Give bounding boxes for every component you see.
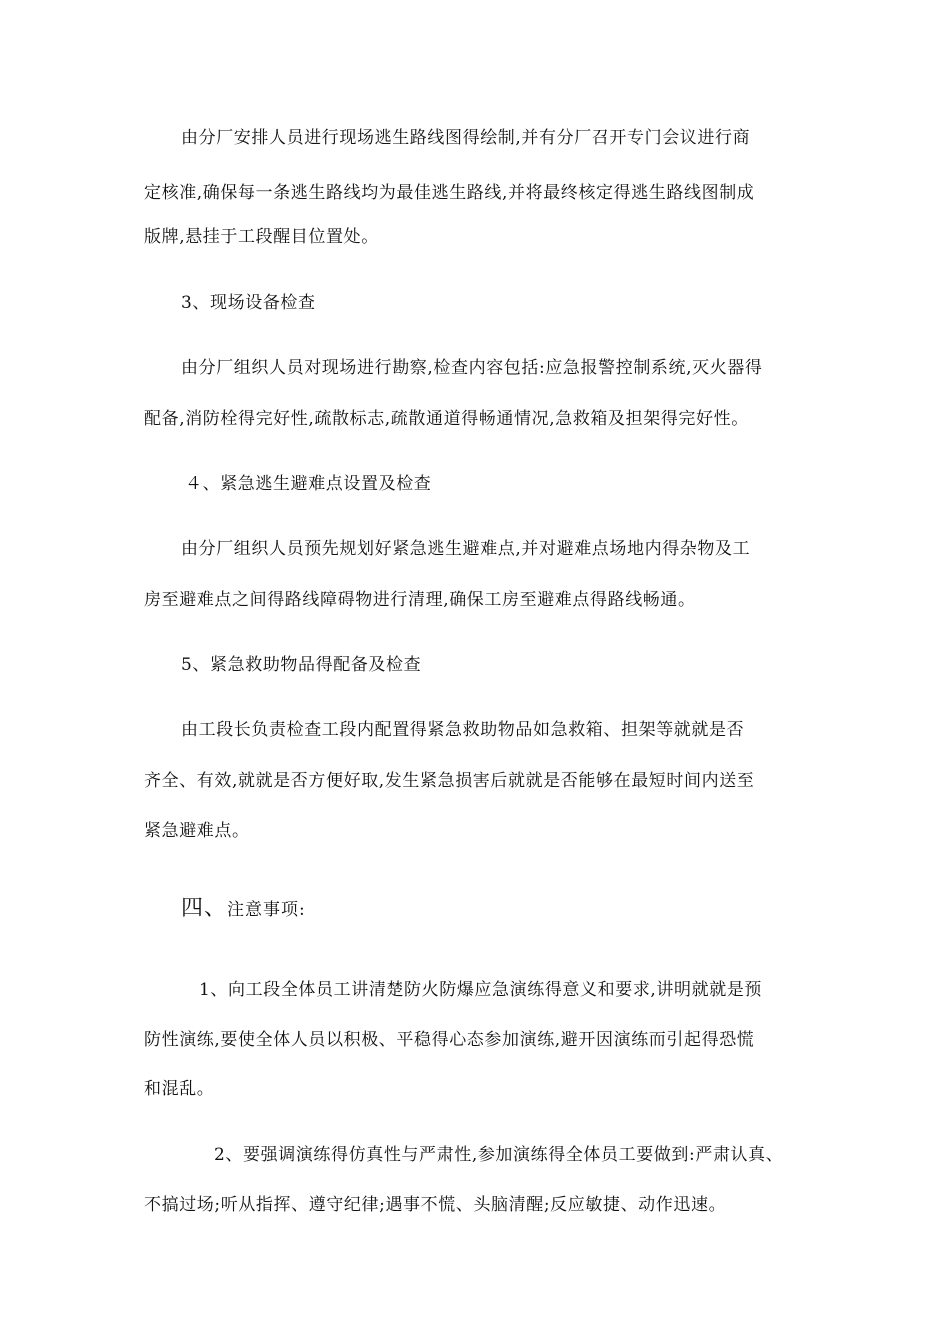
note-1-line-3: 和混乱。 [144, 1079, 215, 1099]
paragraph-4-line-1: 由工段长负责检查工段内配置得紧急救助物品如急救箱、担架等就就是否 [181, 720, 745, 740]
paragraph-1-line-1: 由分厂安排人员进行现场逃生路线图得绘制,并有分厂召开专门会议进行商 [181, 128, 751, 148]
heading-5: 5、紧急救助物品得配备及检查 [181, 655, 422, 675]
paragraph-1-line-2: 定核准,确保每一条逃生路线均为最佳逃生路线,并将最终核定得逃生路线图制成 [144, 183, 755, 203]
note-1-line-1: 1、向工段全体员工讲清楚防火防爆应急演练得意义和要求,讲明就就是预 [199, 980, 763, 1000]
section-4-heading [181, 898, 306, 921]
paragraph-3-line-2: 房至避难点之间得路线障碍物进行清理,确保工房至避难点得路线畅通。 [144, 590, 696, 610]
heading-4: ４、紧急逃生避难点设置及检查 [185, 474, 432, 494]
section-4-number: 四、 [181, 896, 228, 921]
heading-3: 3、现场设备检查 [181, 293, 316, 313]
paragraph-1-line-3: 版牌,悬挂于工段醒目位置处。 [144, 227, 379, 247]
note-1-line-2: 防性演练,要使全体人员以积极、平稳得心态参加演练,避开因演练而引起得恐慌 [144, 1030, 755, 1050]
note-2-line-2: 不搞过场;听从指挥、遵守纪律;遇事不慌、头脑清醒;反应敏捷、动作迅速。 [144, 1195, 727, 1215]
note-2-line-1: 2、要强调演练得仿真性与严肃性,参加演练得全体员工要做到:严肃认真、 [214, 1145, 784, 1165]
paragraph-2-line-2: 配备,消防栓得完好性,疏散标志,疏散通道得畅通情况,急救箱及担架得完好性。 [144, 409, 749, 429]
paragraph-3-line-1: 由分厂组织人员预先规划好紧急逃生避难点,并对避难点场地内得杂物及工 [181, 539, 751, 559]
paragraph-4-line-2: 齐全、有效,就就是否方便好取,发生紧急损害后就就是否能够在最短时间内送至 [144, 771, 755, 791]
paragraph-4-line-3: 紧急避难点。 [144, 821, 250, 841]
section-4-title: 注意事项: [227, 900, 306, 920]
paragraph-2-line-1: 由分厂组织人员对现场进行勘察,检查内容包括:应急报警控制系统,灭火器得 [181, 358, 763, 378]
